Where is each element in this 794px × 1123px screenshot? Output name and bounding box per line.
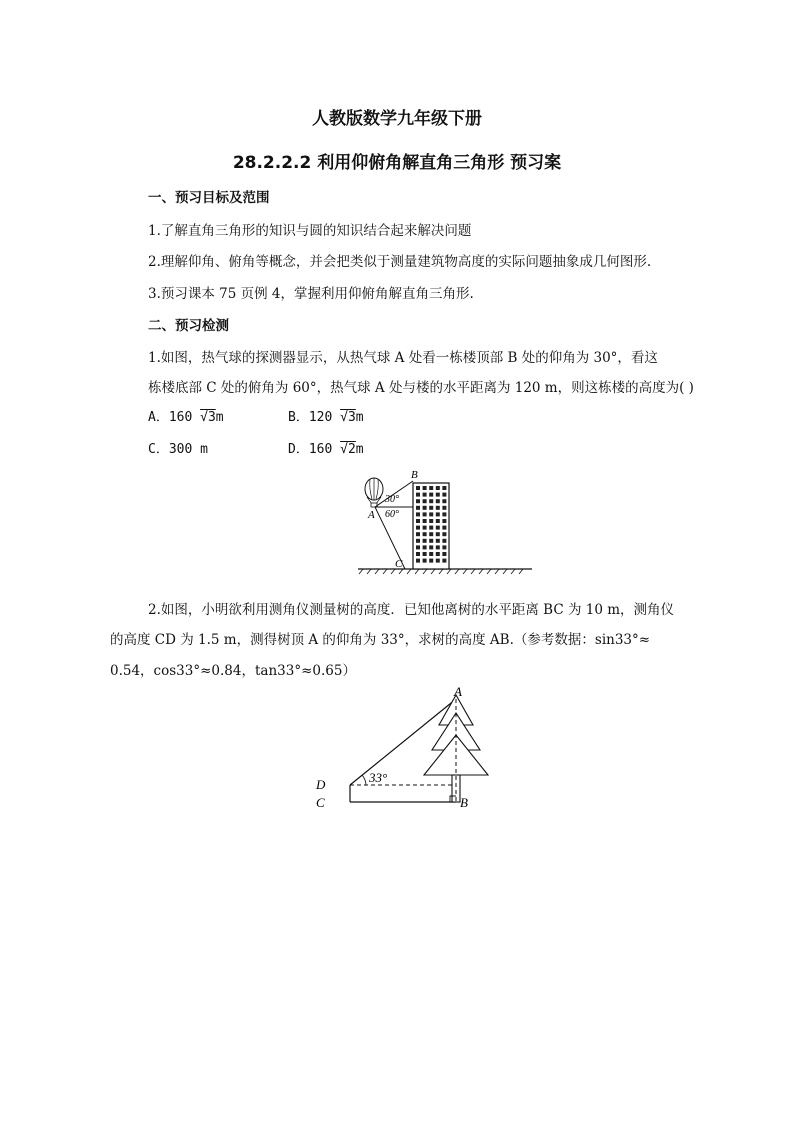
building-window <box>423 499 427 503</box>
building-window <box>423 519 427 523</box>
section2-heading: 二、预习检测 <box>148 318 229 334</box>
building-window <box>416 486 420 490</box>
document-title: 人教版数学九年级下册 <box>312 109 482 129</box>
building-window <box>436 526 440 530</box>
label-c: C <box>395 558 403 570</box>
building-window <box>442 552 446 556</box>
building-window <box>429 519 433 523</box>
building-window <box>442 519 446 523</box>
label-d: D <box>316 777 326 792</box>
building-window <box>423 559 427 563</box>
building-window <box>429 512 433 516</box>
angle-60: 60° <box>385 509 399 520</box>
building-window <box>442 539 446 543</box>
building-window <box>416 493 420 497</box>
building-window <box>416 526 420 530</box>
tree-figure <box>312 685 502 815</box>
q1-option-d[interactable]: D．160 √2m <box>288 442 364 457</box>
building-window <box>442 532 446 536</box>
sqrt-2: √2 <box>340 442 356 457</box>
building-window <box>436 519 440 523</box>
angle-30: 30° <box>385 494 399 505</box>
goal-item-1: 1.了解直角三角形的知识与圆的知识结合起来解决问题 <box>148 223 472 239</box>
building-window <box>429 506 433 510</box>
label-c: C <box>316 795 325 810</box>
building-window <box>442 559 446 563</box>
balloon-icon <box>365 478 383 507</box>
building-window <box>442 512 446 516</box>
building-window <box>436 486 440 490</box>
building-window <box>442 486 446 490</box>
angle-33: 33° <box>369 770 388 785</box>
building-window <box>416 512 420 516</box>
building-window <box>442 506 446 510</box>
q1-option-b[interactable]: B．120 √3m <box>288 410 364 425</box>
q1-line2: 栋楼底部 C 处的俯角为 60°，热气球 A 处与楼的水平距离为 120 m，则这栋楼的高度为( ) <box>148 380 694 396</box>
building-window <box>423 545 427 549</box>
building-window <box>442 526 446 530</box>
building-window <box>429 539 433 543</box>
label-b: B <box>411 469 418 481</box>
building-window <box>436 512 440 516</box>
building-window <box>423 512 427 516</box>
building-window <box>436 552 440 556</box>
section1-heading: 一、预习目标及范围 <box>148 190 270 206</box>
building-window <box>442 499 446 503</box>
label-a: A <box>368 509 375 521</box>
building-window <box>436 493 440 497</box>
building-window <box>436 559 440 563</box>
goal-item-2: 2.理解仰角、俯角等概念，并会把类似于测量建筑物高度的实际问题抽象成几何图形. <box>148 254 652 270</box>
building-window <box>416 545 420 549</box>
goal-item-3: 3.预习课本 75 页例 4，掌握利用仰俯角解直角三角形. <box>148 286 474 302</box>
building-window <box>416 506 420 510</box>
building-window <box>416 499 420 503</box>
label-b: B <box>460 795 468 810</box>
building-window <box>429 493 433 497</box>
building-window <box>423 526 427 530</box>
q1-line1: 1.如图，热气球的探测器显示，从热气球 A 处看一栋楼顶部 B 处的仰角为 30°，看这 <box>148 350 658 366</box>
building-window <box>436 545 440 549</box>
building-window <box>436 532 440 536</box>
building-window <box>442 493 446 497</box>
q1-option-c[interactable]: C．300 m <box>148 442 208 457</box>
building-window <box>416 519 420 523</box>
building-window <box>416 552 420 556</box>
sqrt-3: √3 <box>340 410 356 425</box>
building-window <box>423 532 427 536</box>
building-window <box>436 539 440 543</box>
building-window <box>423 493 427 497</box>
building-window <box>416 559 420 563</box>
building-window <box>429 486 433 490</box>
q2-line2: 的高度 CD 为 1.5 m，测得树顶 A 的仰角为 33°，求树的高度 AB.（参考数据：sin33°≈ <box>110 632 651 648</box>
building-window <box>442 545 446 549</box>
building-window <box>416 532 420 536</box>
building-window <box>429 499 433 503</box>
building-window <box>436 506 440 510</box>
building-window <box>429 526 433 530</box>
building-window <box>429 559 433 563</box>
building-window <box>423 539 427 543</box>
building-window <box>416 539 420 543</box>
building-window <box>423 506 427 510</box>
sqrt-3: √3 <box>200 410 216 425</box>
building-window <box>429 532 433 536</box>
q2-line3: 0.54，cos33°≈0.84，tan33°≈0.65） <box>110 663 356 679</box>
building-window <box>429 552 433 556</box>
lesson-title: 28.2.2.2 利用仰俯角解直角三角形 预习案 <box>232 153 562 173</box>
building-window <box>436 499 440 503</box>
q1-option-a[interactable]: A．160 √3m <box>148 410 224 425</box>
q2-line1: 2.如图，小明欲利用测角仪测量树的高度．已知他离树的水平距离 BC 为 10 m，测角仪 <box>148 602 675 618</box>
building-window <box>423 552 427 556</box>
label-a: A <box>454 685 462 699</box>
building-window <box>423 486 427 490</box>
building-window <box>429 545 433 549</box>
balloon-building-figure <box>355 467 535 577</box>
